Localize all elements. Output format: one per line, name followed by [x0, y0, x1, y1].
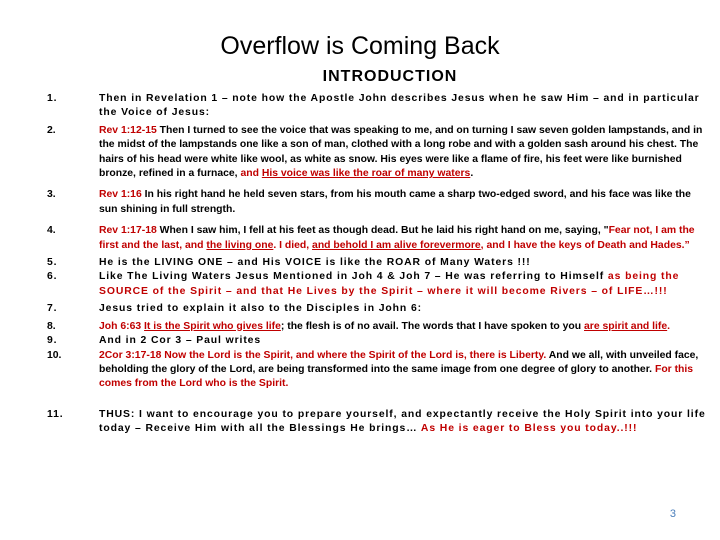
- scripture-reference: Joh 6:63: [99, 320, 142, 332]
- item-number: 10.: [47, 349, 62, 361]
- list-item: [47, 92, 708, 121]
- item-text: And we all, with unveiled face, beholding the glory of the Lord, are being transformed into the same image from one degree of glory to another.: [99, 349, 699, 375]
- item-text: Like The Living Waters Jesus Mentioned in Joh 4 & Joh 7 – He was referring to Himself: [99, 271, 605, 283]
- item-number: 4.: [47, 225, 56, 237]
- list-item: [47, 124, 708, 182]
- list-item: [47, 224, 708, 253]
- page-number: 3: [669, 508, 676, 520]
- item-text: And in 2 Cor 3 – Paul writes: [99, 335, 262, 347]
- item-end: .: [470, 168, 474, 180]
- highlighted-text: Fear not, I am the first and the last, and: [99, 225, 695, 251]
- section-heading: INTRODUCTION: [322, 68, 458, 85]
- item-text: ; the flesh is of no avail. The words that I have spoken to you: [280, 320, 582, 332]
- list-item: [47, 349, 708, 392]
- list-item: [47, 334, 708, 348]
- highlighted-text: , and I have the keys of Death and Hades.”: [480, 239, 690, 251]
- item-number: 11.: [47, 408, 64, 420]
- highlighted-text: . I died,: [273, 239, 310, 251]
- item-end: .: [667, 320, 671, 332]
- item-number: 2.: [47, 124, 56, 136]
- numbered-list: [47, 92, 708, 437]
- item-text: He is the LIVING ONE – and His VOICE is like the ROAR of Many Waters !!!: [99, 257, 531, 269]
- underlined-highlight: and behold I am alive forevermore: [312, 239, 481, 251]
- underlined-highlight: are spirit and life: [584, 320, 668, 332]
- item-text: THUS: I want to encourage you to prepare yourself, and expectantly receive the Holy Spirit into your life today – Receive Him with all the Blessings He brings…: [99, 408, 706, 435]
- list-item: [47, 270, 708, 299]
- item-number: 7.: [47, 303, 58, 315]
- scripture-reference: Rev 1:17-18: [99, 225, 157, 237]
- item-text: In his right hand he held seven stars, from his mouth came a sharp two-edged sword, and his face was like the sun shining in full strength.: [99, 189, 691, 215]
- list-item: [47, 256, 708, 270]
- item-number: 9.: [47, 335, 58, 347]
- list-item: [47, 320, 708, 334]
- underlined-highlight: It is the Spirit who gives life: [144, 320, 281, 332]
- highlighted-text: and: [240, 168, 259, 180]
- item-text: When I saw him, I fell at his feet as though dead. But he laid his right hand on me, saying, ": [159, 225, 609, 237]
- item-text: Jesus tried to explain it also to the Disciples in John 6:: [99, 303, 422, 315]
- underlined-highlight: His voice was like the roar of many waters: [261, 168, 471, 180]
- slide-title: Overflow is Coming Back: [220, 32, 500, 60]
- item-number: 1.: [47, 93, 58, 104]
- item-text: Then I turned to see the voice that was speaking to me, and on turning I saw seven golden lampstands, and in the midst of the lampstands one like a son of man, clothed with a long robe and with a golden sash around his chest. The hairs of his head were white like wool, as white as snow. His eyes were like a flame of fire, his feet were like burnished bronze, refined in a furnace,: [99, 124, 703, 180]
- scripture-reference: Rev 1:12-15: [99, 124, 157, 136]
- scripture-reference: 2Cor 3:17-18: [99, 349, 162, 361]
- highlighted-text: Now the Lord is the Spirit, and where the Spirit of the Lord is, there is Liberty.: [164, 349, 547, 361]
- scripture-reference: Rev 1:16: [99, 189, 142, 201]
- list-item: [47, 408, 708, 437]
- list-item: [47, 302, 708, 316]
- list-item: [47, 188, 708, 217]
- item-number: 3.: [47, 189, 56, 201]
- item-number: 5.: [47, 257, 58, 269]
- highlighted-text: As He is eager to Bless you today..!!!: [420, 423, 638, 435]
- underlined-highlight: the living one: [206, 239, 274, 251]
- item-text: Then in Revelation 1 – note how the Apostle John describes Jesus when he saw Him – and in particular the Voice of Jesus:: [99, 93, 700, 119]
- item-number: 6.: [47, 271, 58, 283]
- item-number: 8.: [47, 320, 56, 332]
- highlighted-text: For this comes from the Lord who is the Spirit.: [99, 363, 694, 390]
- highlighted-text: as being the SOURCE of the Spirit – and that He Lives by the Spirit – where it will become Rivers – of LIFE…!!!: [99, 271, 680, 297]
